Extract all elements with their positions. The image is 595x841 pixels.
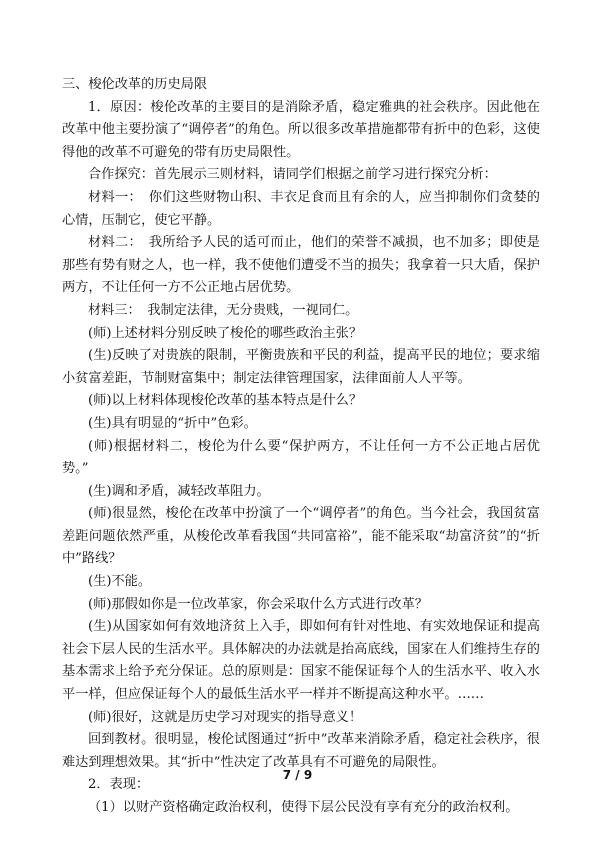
paragraph-student-answer-4: (生)不能。 [88,574,152,590]
paragraph-material-2: 材料二： 我所给予人民的适可而止，他们的荣誉不减损，也不加多；即使是那些有势有财之人，也一样，我不使他们遭受不当的损失；我拿着一只大盾，保护两方，不让任何一方不公正地占居优势。 [62,235,540,296]
paragraph-material-1: 材料一： 你们这些财物山积、丰衣足食而且有余的人，应当抑制你们贪婪的心情，压制它，使它平静。 [62,189,540,228]
paragraph-teacher-question-5: (师)那假如你是一位改革家，你会采取什么方式进行改革？ [88,596,428,612]
page-number: 7 / 9 [282,768,313,782]
paragraph-teacher-question-3: (师)根据材料二，梭伦为什么要“保护两方，不让任何一方不公正地占居优势。” [62,438,540,477]
paragraph-student-answer-3: (生)调和矛盾，减轻改革阻力。 [88,483,270,499]
paragraph-student-answer-1: (生)反映了对贵族的限制，平衡贵族和平民的利益，提高平民的地位；要求缩小贫富差距，节制财富集中；制定法律管理国家，法律面前人人平等。 [62,348,540,386]
paragraph-manifestation-1: （1）以财产资格确定政治权利，使得下层公民没有享有充分的政治权利。 [88,800,519,815]
paragraph-cause: 1．原因：梭伦改革的主要目的是消除矛盾，稳定雅典的社会秩序。因此他在改革中他主要扮演了“调停者”的角色。所以很多改革措施都带有折中的色彩，这使得他的改革不可避免的带有历史局限性。 [62,99,540,160]
paragraph-teacher-comment: (师)很好，这就是历史学习对现实的指导意义！ [88,709,363,725]
paragraph-student-answer-2: (生)具有明显的“折中”色彩。 [88,415,257,431]
paragraph-teacher-question-1: (师)上述材料分别反映了梭伦的哪些政治主张？ [88,325,363,341]
paragraph-inquiry-intro: 合作探究：首先展示三则材料，请同学们根据之前学习进行探究分析： [88,167,497,183]
paragraph-student-answer-5: (生)从国家如何有效地济贫上入手，即如何有针对性地、有实效地保证和提高社会下层人民的生活水平。具体解决的办法就是抬高底线，国家在人们维持生存的基本需求上给予充分保证。总的原则是：国家不能保证每个人的生活水平、收入水平一样，但应保证每个人的最低生活水平一样并不断提高这种水平。…… [62,619,540,703]
paragraph-material-3: 材料三： 我制定法律，无分贵贱，一视同仁。 [88,302,359,318]
paragraph-teacher-question-2: (师)以上材料体现梭伦改革的基本特点是什么？ [88,393,363,409]
paragraph-manifestation-heading: 2．表现： [88,777,150,793]
paragraph-back-to-textbook: 回到教材。很明显，梭伦试图通过“折中”改革来消除矛盾，稳定社会秩序，很难达到理想效果。其“折中”性决定了改革具有不可避免的局限性。 [62,732,540,770]
paragraph-teacher-question-4: (师)很显然，梭伦在改革中扮演了一个“调停者”的角色。当今社会，我国贫富差距问题依然严重，从梭伦改革看我国“共同富裕”，能不能采取“劫富济贫”的“折中”路线？ [62,506,540,567]
section-heading: 三、梭伦改革的历史局限 [62,77,208,92]
page-body [62,74,540,820]
